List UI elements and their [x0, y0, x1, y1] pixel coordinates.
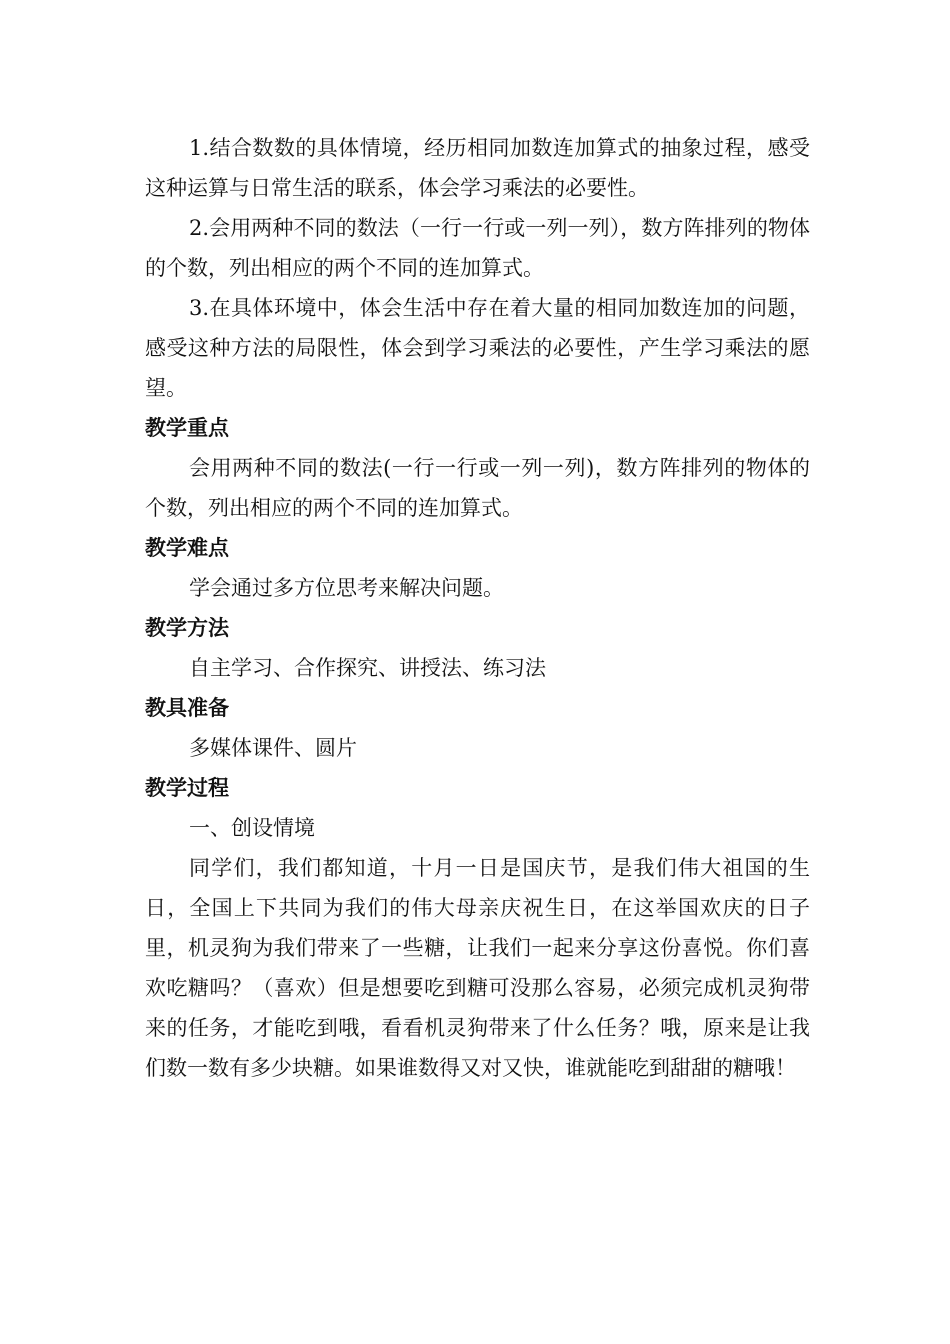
- objective-3: 3.在具体环境中，体会生活中存在着大量的相同加数连加的问题，感受这种方法的局限性，体会到学习乘法的必要性，产生学习乘法的愿望。: [145, 296, 810, 400]
- key-points-text: 会用两种不同的数法(一行一行或一列一列)，数方阵排列的物体的个数，列出相应的两个不同的连加算式。: [145, 456, 810, 520]
- materials-text: 多媒体课件、圆片: [189, 736, 357, 760]
- key-points-heading: 教学重点: [145, 416, 229, 440]
- objective-2: 2.会用两种不同的数法（一行一行或一列一列），数方阵排列的物体的个数，列出相应的两个不同的连加算式。: [145, 216, 810, 280]
- process-paragraph: 同学们，我们都知道，十月一日是国庆节，是我们伟大祖国的生日，全国上下共同为我们的伟大母亲庆祝生日，在这举国欢庆的日子里，机灵狗为我们带来了一些糖，让我们一起来分享这份喜悦。你们喜欢吃糖吗？（喜欢）但是想要吃到糖可没那么容易，必须完成机灵狗带来的任务，才能吃到哦，看看机灵狗带来了什么任务？哦，原来是让我们数一数有多少块糖。如果谁数得又对又快，谁就能吃到甜甜的糖哦！: [145, 856, 810, 1080]
- document-page: [145, 128, 810, 1088]
- methods-heading: 教学方法: [145, 616, 229, 640]
- difficulties-heading: 教学难点: [145, 536, 229, 560]
- process-section-title: 一、创设情境: [189, 816, 315, 840]
- objective-1: 1.结合数数的具体情境，经历相同加数连加算式的抽象过程，感受这种运算与日常生活的联系，体会学习乘法的必要性。: [145, 136, 810, 200]
- methods-text: 自主学习、合作探究、讲授法、练习法: [189, 656, 546, 680]
- process-heading: 教学过程: [145, 776, 229, 800]
- difficulties-text: 学会通过多方位思考来解决问题。: [189, 576, 504, 600]
- materials-heading: 教具准备: [145, 696, 229, 720]
